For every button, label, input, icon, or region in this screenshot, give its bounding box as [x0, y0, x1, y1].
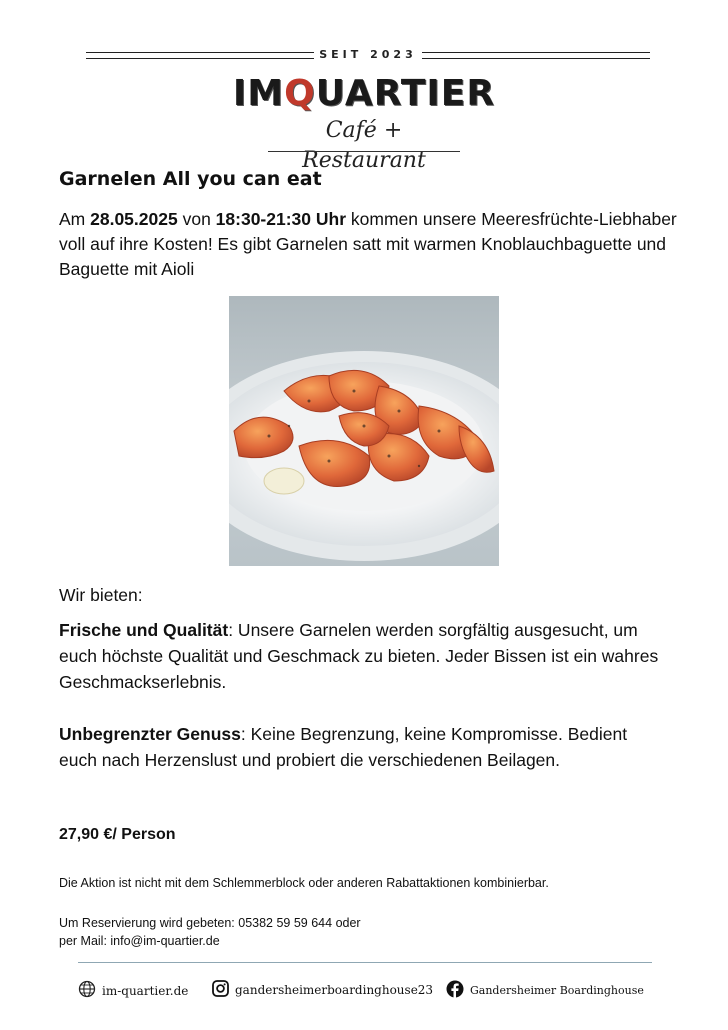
- offer-point-freshness: [59, 617, 669, 695]
- since-text: SEIT 2023: [319, 48, 417, 61]
- page-header: [0, 0, 728, 173]
- logo: [0, 72, 728, 116]
- website-link[interactable]: im-quartier.de: [102, 983, 189, 998]
- logo-wordmark: [233, 73, 495, 114]
- offer-heading: Wir bieten:: [59, 585, 143, 605]
- point-title: Unbegrenzter Genuss: [59, 724, 241, 744]
- facebook-page[interactable]: Gandersheimer Boardinghouse: [470, 984, 644, 997]
- event-date: 28.05.2025: [90, 209, 178, 229]
- shrimp-photo: [229, 296, 499, 566]
- offer-point-unlimited: [59, 721, 669, 773]
- event-time: 18:30-21:30 Uhr: [215, 209, 347, 229]
- subtitle-text: Café + Restaurant: [302, 118, 426, 173]
- page-footer: [0, 980, 728, 1002]
- footer-website[interactable]: [78, 980, 188, 1001]
- instagram-handle[interactable]: gandersheimerboardinghouse23: [235, 983, 434, 997]
- footer-facebook[interactable]: [446, 980, 644, 1001]
- footer-instagram[interactable]: [212, 980, 433, 1000]
- event-title: Garnelen All you can eat: [59, 168, 322, 190]
- logo-part-uartier: UARTIER: [315, 73, 496, 114]
- subtitle-underline: [268, 151, 460, 152]
- logo-subtitle: [268, 116, 460, 173]
- point-text: : Unsere Garnelen werden sorgfältig ausgesucht, um euch höchste Qualität und Geschmack zu bieten. Jeder Bissen ist ein wahres Geschmackserlebnis.: [59, 620, 659, 692]
- instagram-icon: [212, 980, 229, 1000]
- reservation-info: [59, 914, 361, 950]
- intro-text: Am: [59, 209, 91, 229]
- price: 27,90 €/ Person: [59, 826, 176, 843]
- intro-text: von: [177, 209, 216, 229]
- since-banner: [86, 48, 650, 66]
- disclaimer-note: Die Aktion ist nicht mit dem Schlemmerblock oder anderen Rabattaktionen kombinierbar.: [59, 876, 549, 890]
- footer-divider: [78, 962, 652, 963]
- intro-text: kommen unsere Meeresfrüchte-Liebhaber voll auf ihre Kosten! Es gibt Garnelen satt mit warmen Knoblauchbaguette und Baguette mit Aioli: [59, 209, 677, 279]
- logo-part-q: Q: [284, 73, 316, 114]
- logo-part-im: IM: [232, 73, 285, 114]
- divider-right: [422, 52, 650, 59]
- point-title: Frische und Qualität: [59, 620, 229, 640]
- reservation-phone: Um Reservierung wird gebeten: 05382 59 59 644 oder: [59, 916, 361, 930]
- facebook-icon: [446, 980, 464, 1001]
- point-text: : Keine Begrenzung, keine Kompromisse. Bedient euch nach Herzenslust und probiert die verschiedenen Beilagen.: [59, 724, 628, 770]
- event-intro: [59, 207, 679, 282]
- reservation-email: per Mail: info@im-quartier.de: [59, 934, 220, 948]
- globe-icon: [78, 980, 96, 1001]
